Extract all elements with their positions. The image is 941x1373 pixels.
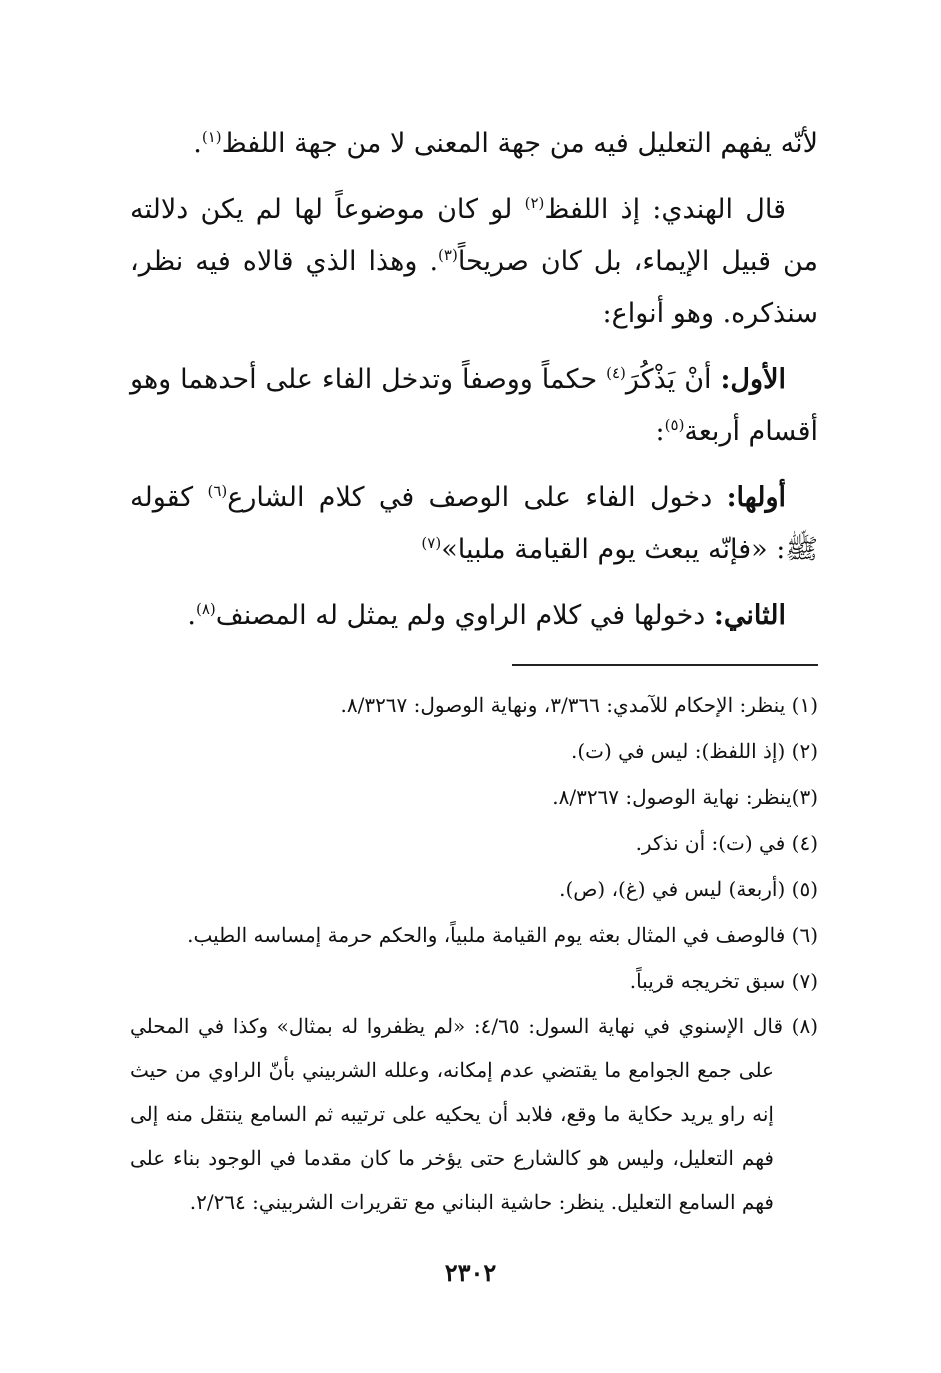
footnote-2: (٢) (إذ اللفظ): ليس في (ت). [571,739,818,763]
footnote-8: (٨) قال الإسنوي في نهاية السول: ٤/٦٥: «لم يظفروا له بمثال» وكذا في المحلي على جمع الجوامع ما يقتضي عدم إمكانه، وعلله الشربيني بأنّ الراوي من حيث إنه راو يريد حكاية ما وقع، فلابد أن يحكيه على ترتيبه ثم السامع ينتقل منه إلى فهم التعليل، وليس هو كالشارع حتى يؤخر ما كان مقدما في الوجود بناء على فهم السامع التعليل. ينظر: حاشية البناني مع تقريرات الشربيني: ٢/٢٦٤. [130,1014,818,1214]
page-number: ٢٣٠٢ [444,1258,497,1287]
paragraph-5 [130,590,818,642]
footnote-ref-8: (٨) [196,600,216,618]
paragraph-4-part2: كقوله ﷺ: «فإنّه يبعث يوم القيامة ملبيا» [130,482,818,565]
footnote-3: (٣)ينظر: نهاية الوصول: ٨/٣٢٦٧. [552,785,818,809]
footnote-ref-5: (٥) [664,416,685,434]
paragraph-3-part2: حكماً ووصفاً وتدخل الفاء على أحدهما وهو أقسام أربعة [130,364,818,447]
footnote-ref-3: (٣) [438,246,458,264]
footnote-ref-7: (٧) [421,534,442,552]
paragraph-4-part1: دخول الفاء على الوصف في كلام الشارع [227,482,727,513]
paragraph-2-part2: لو كان موضوعاً لها لم يكن دلالته من قبيل الإيماء، بل كان صريحاً [130,194,819,277]
paragraph-5-part2: . [187,600,196,631]
paragraph-5-part1: دخولها في كلام الراوي ولم يمثل له المصنف [215,600,714,631]
footnote-ref-1: (١) [201,128,222,146]
footnote-ref-4: (٤) [606,364,626,382]
footnote-7: (٧) سبق تخريجه قريباً. [629,969,818,993]
main-text [130,118,818,642]
paragraph-3-part1: أنْ يَذْكُرَ [625,364,721,395]
footnote-6: (٦) فالوصف في المثال بعثه يوم القيامة ملبياً، والحكم حرمة إمساسه الطيب. [187,923,818,947]
footnote-separator [512,664,818,666]
paragraph-4 [130,472,818,576]
footnote-4: (٤) في (ت): أن نذكر. [635,831,818,855]
paragraph-2-part3: . وهذا الذي قالاه فيه نظر، سنذكره. وهو أنواع: [130,246,818,329]
footnote-1: (١) ينظر: الإحكام للآمدي: ٣/٣٦٦، ونهاية الوصول: ٨/٣٢٦٧. [340,693,818,717]
paragraph-1-end: . [193,128,202,159]
paragraph-1-text: لأنّه يفهم التعليل فيه من جهة المعنى لا من جهة اللفظ [221,128,818,159]
footnotes [130,682,818,1224]
paragraph-4-label: أولها: [726,482,786,513]
footnote-ref-2: (٢) [524,194,545,212]
footnote-5: (٥) (أربعة) ليس في (غ)، (ص). [559,877,818,901]
paragraph-5-label: الثاني: [713,600,786,631]
footnote-ref-6: (٦) [207,482,228,500]
paragraph-1 [130,118,818,170]
paragraph-3-part3: : [655,416,665,447]
paragraph-2-part1: قال الهندي: إذ اللفظ [544,194,786,225]
paragraph-2 [130,184,818,340]
paragraph-3-label: الأول: [720,364,786,395]
paragraph-3 [130,354,818,458]
